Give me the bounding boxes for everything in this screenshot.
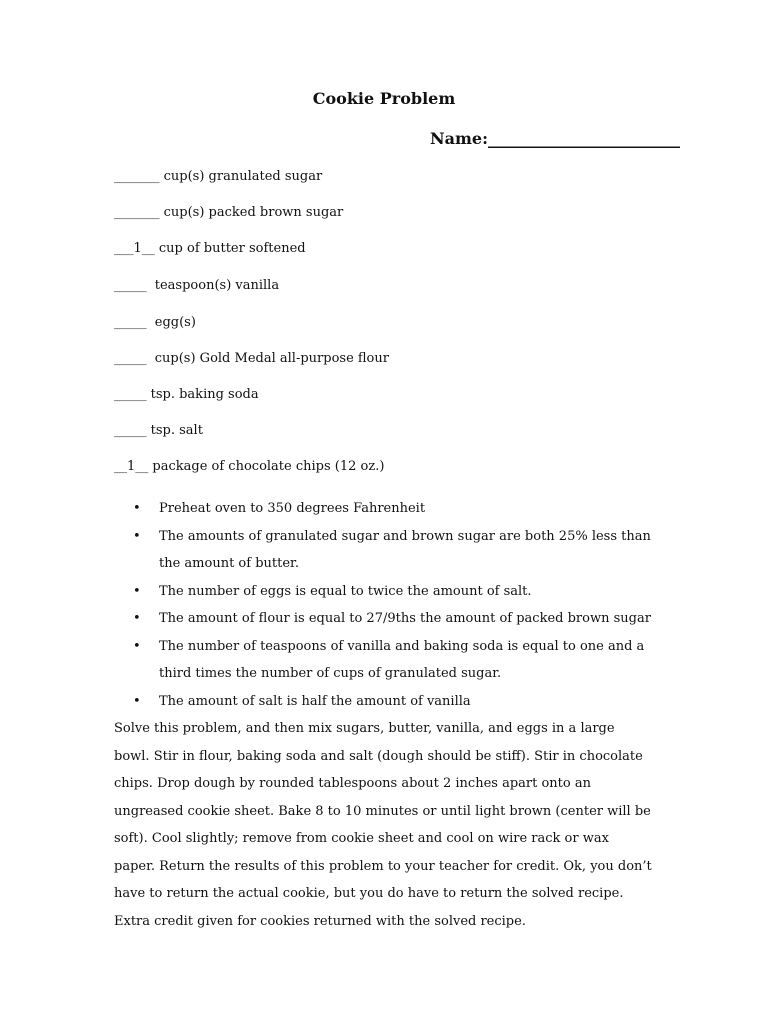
ingredient-salt: _____ tsp. salt: [114, 423, 203, 438]
ingredient-flour: _____ cup(s) Gold Medal all-purpose flour: [114, 351, 389, 366]
list-item: [133, 578, 653, 606]
ingredient-baking-soda: _____ tsp. baking soda: [114, 387, 259, 402]
ingredient-granulated-sugar: _______ cup(s) granulated sugar: [114, 169, 323, 184]
clue-text: The amount of salt is half the amount of vanilla: [159, 693, 471, 709]
bullet-icon: •: [133, 528, 141, 544]
bullet-icon: •: [133, 693, 141, 709]
list-item: [133, 495, 653, 523]
list-item: [133, 633, 653, 688]
bullet-icon: •: [133, 583, 141, 599]
instructions-paragraph: Solve this problem, and then mix sugars, butter, vanilla, and eggs in a large bowl. Stir in flour, baking soda and salt (dough should be stiff). Stir in chocolate chips. Drop dough by rounded tablespoons about 2 inches apart onto an ungreased cookie sheet. Bake 8 to 10 minutes or until light brown (center will be soft). Cool slightly; remove from cookie sheet and cool on wire rack or wax paper. Return the results of this problem to your teacher for credit. Ok, you don’t have to return the actual cookie, but you do have to return the solved recipe. Extra credit given for cookies returned with the solved recipe.: [114, 721, 652, 929]
list-item: [133, 688, 653, 716]
list-item: [133, 605, 653, 633]
clue-text: The number of eggs is equal to twice the amount of salt.: [159, 583, 532, 599]
bullet-icon: •: [133, 611, 141, 626]
clue-text: The amount of flour is equal to 27/9ths the amount of packed brown sugar: [159, 611, 651, 626]
ingredient-chocolate-chips: __1__ package of chocolate chips (12 oz.): [114, 459, 385, 474]
bullet-icon: •: [133, 501, 141, 516]
ingredient-brown-sugar: _______ cup(s) packed brown sugar: [114, 205, 344, 220]
clue-text: The number of teaspoons of vanilla and baking soda is equal to one and a third times the number of cups of granulated sugar.: [159, 638, 645, 681]
clue-text: Preheat oven to 350 degrees Fahrenheit: [159, 501, 426, 516]
clue-list: [133, 495, 653, 715]
clue-text: The amounts of granulated sugar and brown sugar are both 25% less than the amount of butter.: [159, 528, 651, 571]
bullet-icon: •: [133, 638, 141, 654]
ingredient-butter: ___1__ cup of butter softened: [114, 241, 306, 256]
list-item: [133, 523, 653, 578]
name-field: Name:________________________: [430, 129, 681, 148]
page-title: Cookie Problem: [312, 89, 456, 108]
ingredient-eggs: _____ egg(s): [114, 315, 196, 330]
ingredient-vanilla: _____ teaspoon(s) vanilla: [114, 278, 280, 293]
